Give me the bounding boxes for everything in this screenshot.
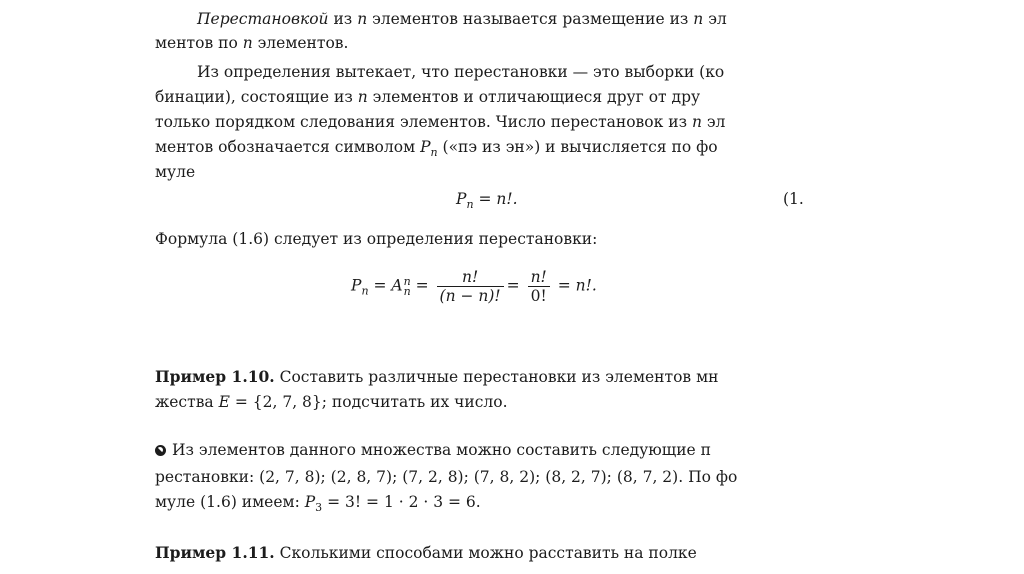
paragraph-line: ментов обозначается символом $P_n$ («пэ из эн») и вычисляется по фо [155,138,718,160]
paragraph-line: ментов по n элементов. [155,34,349,52]
paragraph-line: Формула (1.6) следует из определения перестановки: [155,230,598,248]
solution-line: муле (1.6) имеем: $P_3 = 3$! = 1 · 2 · 3 = 6. [155,493,481,515]
paragraph-line: муле [155,163,196,181]
example-label: Пример 1.10. [155,367,275,386]
solution-line: Из элементов данного множества можно составить следующие п [155,440,711,460]
solution-line: рестановки: (2, 7, 8); (2, 8, 7); (7, 2, 8); (7, 8, 2); (8, 2, 7); (8, 7, 2). По фо [155,468,738,486]
paragraph-line: Перестановкой из n элементов называется размещение из n эл [197,10,727,28]
paragraph-line: только порядком следования элементов. Число перестановок из n эл [155,113,726,131]
a-indices: n n [403,274,411,298]
example-heading: Пример 1.10. Составить различные перестановки из элементов мн [155,367,719,386]
formula-permutations: $P_n = n$!. [456,190,518,212]
equation-number: (1. [783,190,804,208]
paragraph-line: Из определения вытекает, что перестановки — это выборки (ко [197,63,725,81]
term-permutation: Перестановкой [197,10,329,28]
paragraph-line: бинации), состоящие из n элементов и отличающиеся друг от дру [155,88,701,106]
paragraph-line: жества E = {2, 7, 8}; подсчитать их число. [155,393,508,411]
solution-start-icon [155,445,166,456]
fraction: $\frac{n!}{(n - n)!}$ [437,268,504,305]
example-heading: Пример 1.11. Сколькими способами можно расставить на полке [155,543,697,562]
formula-derivation: $P_n = A$ n n = $\frac{n!}{(n - n)!}$ = $\frac{n!}{0!}$ = n!. [351,268,597,305]
example-label: Пример 1.11. [155,543,275,562]
text-block [155,0,810,574]
fraction: $\frac{n!}{0!}$ [528,268,550,305]
